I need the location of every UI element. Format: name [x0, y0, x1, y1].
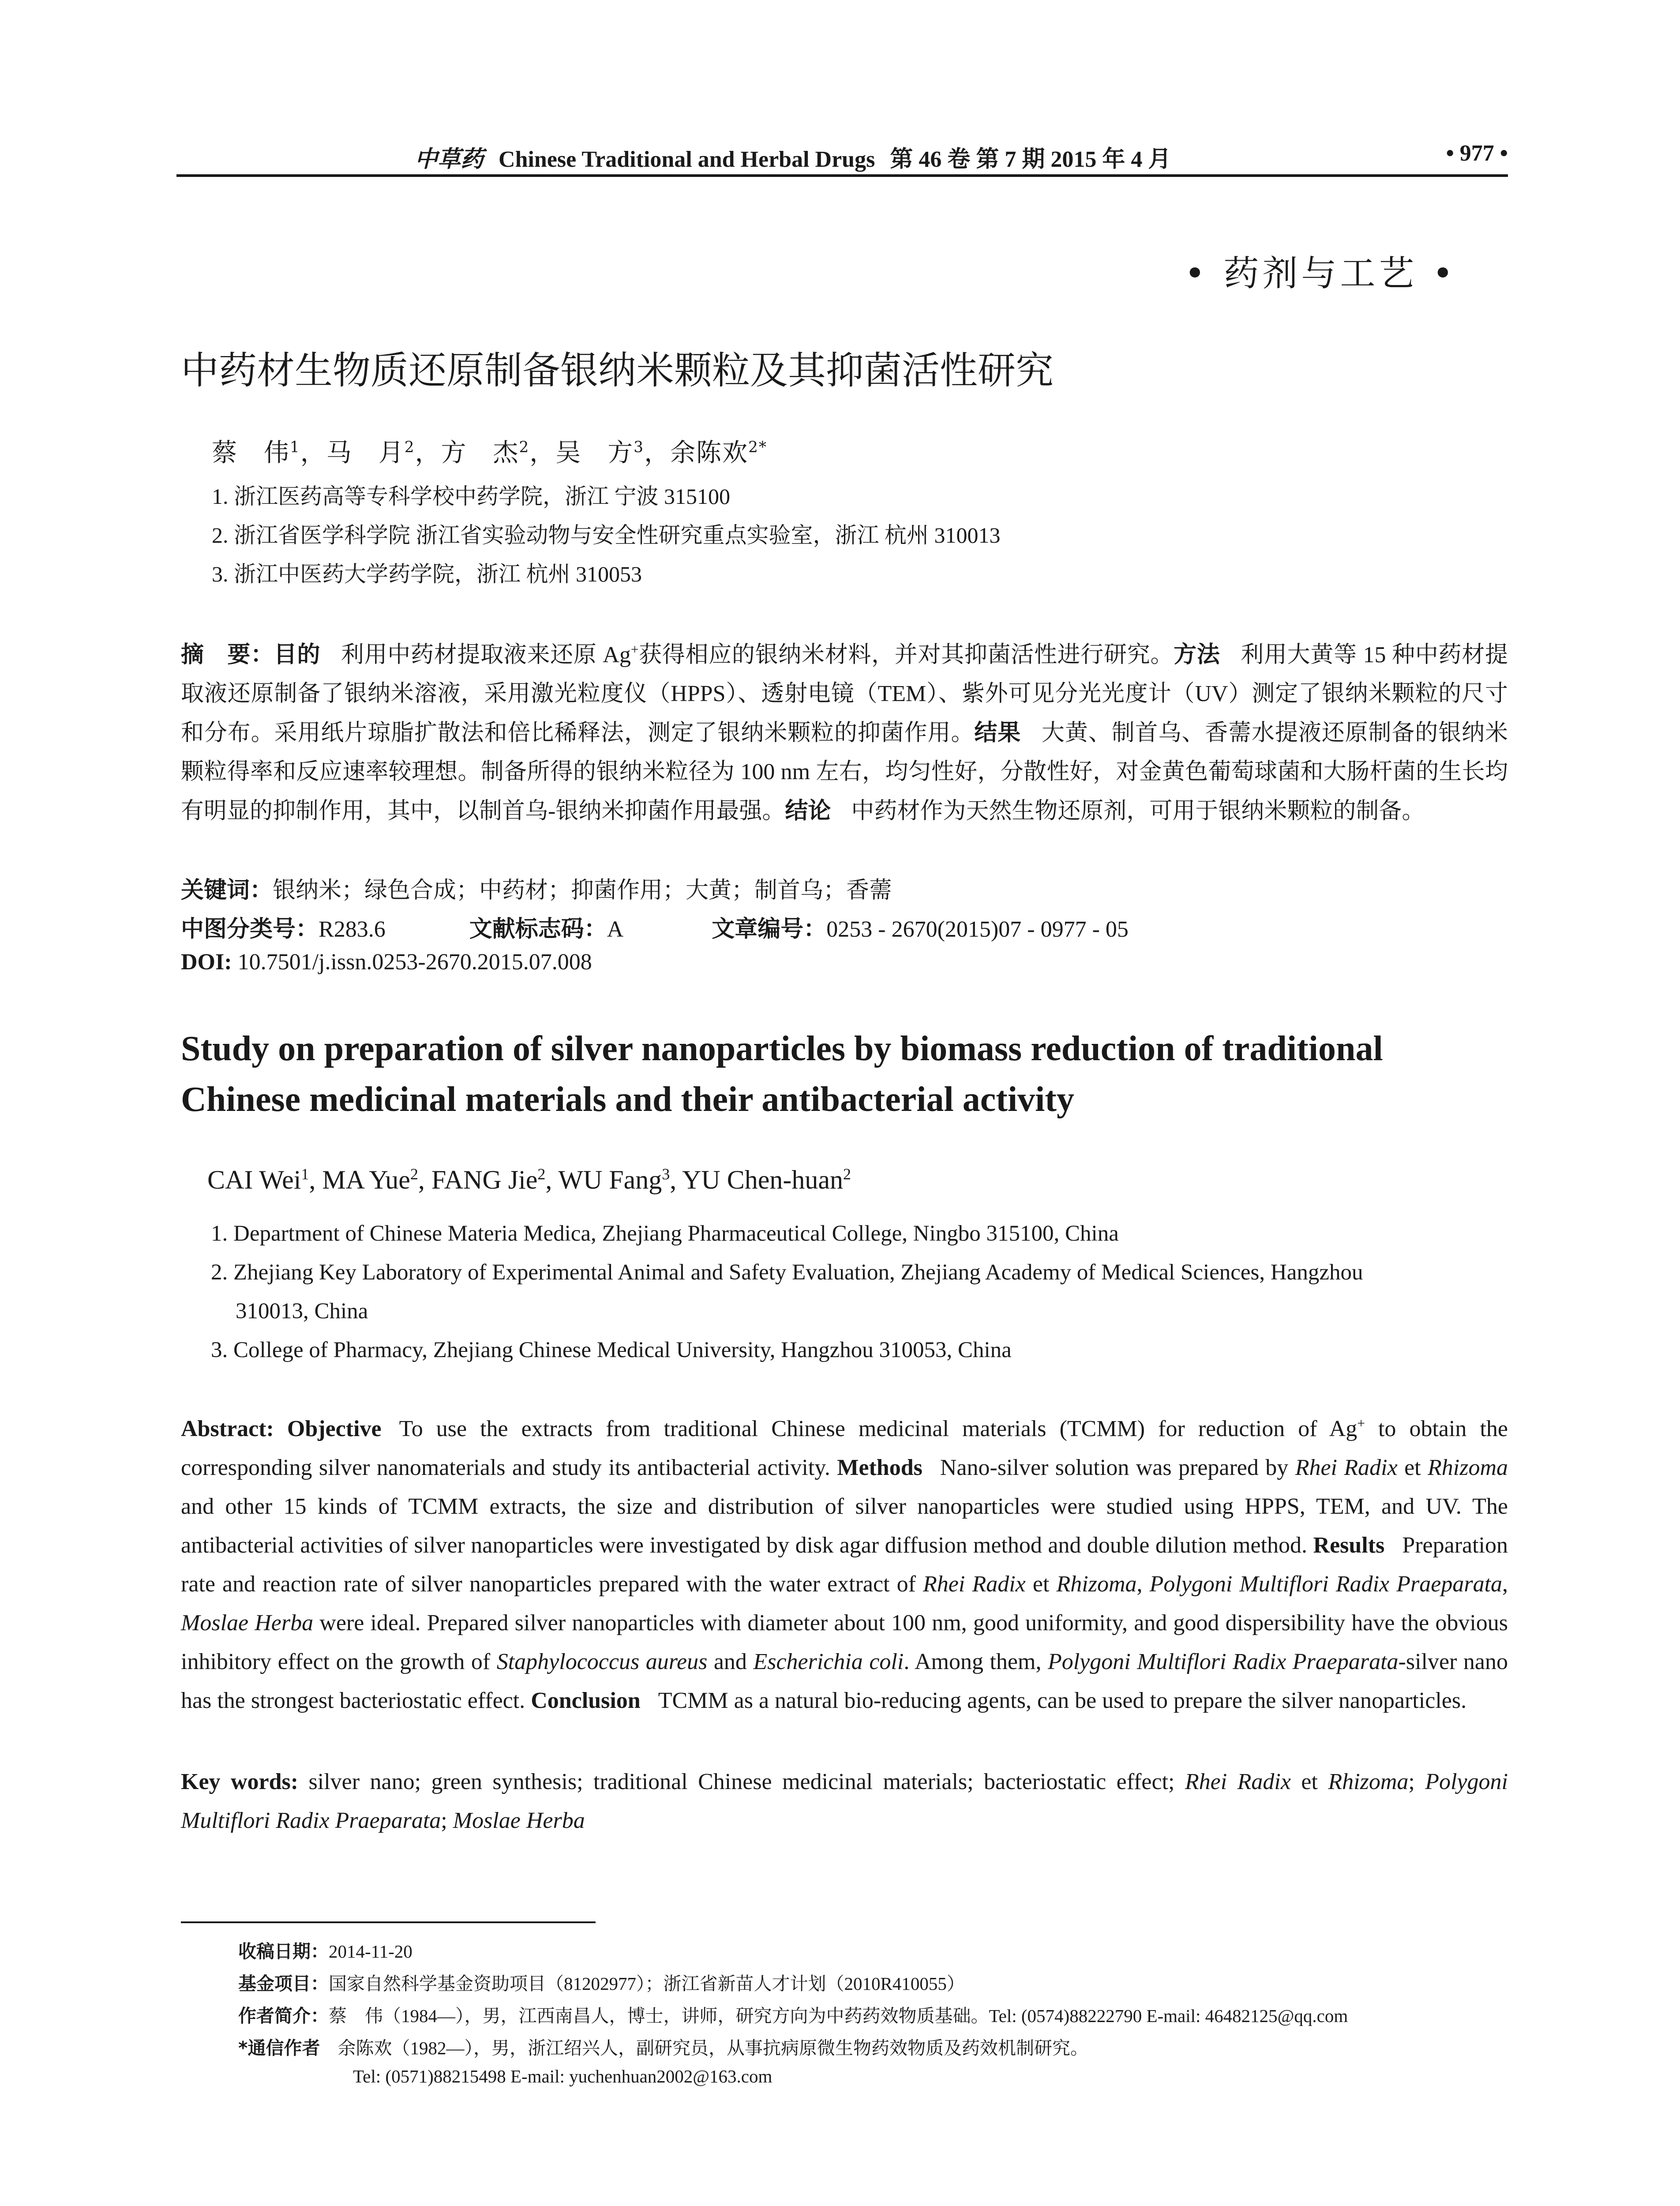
objective-label: Objective — [287, 1416, 382, 1441]
cn-affiliation-3: 3. 浙江中医药大学药学院，浙江 杭州 310053 — [212, 562, 642, 586]
author-sup: 3 — [634, 439, 645, 456]
author-sup: 2* — [748, 439, 767, 456]
author-name: 吴 方 — [555, 438, 634, 467]
author-name: MA Yue — [322, 1165, 410, 1194]
author-sup: 1 — [290, 439, 300, 456]
en-affiliation-3: 3. College of Pharmacy, Zhejiang Chinese Medical University, Hangzhou 310053, China — [211, 1338, 1012, 1362]
abstract-label: 摘 要： — [181, 642, 274, 668]
footnote-fund: 基金项目：国家自然科学基金资助项目（81202977）；浙江省新苗人才计划（2010R410055） — [238, 1973, 965, 1994]
footnote-received: 收稿日期：2014-11-20 — [238, 1941, 412, 1962]
objective-label: 目的 — [274, 642, 321, 668]
running-header — [176, 140, 1508, 176]
cn-classification: 中图分类号：R283.6 文献标志码：A 文章编号：0253 - 2670(2015)07 - 0977 - 05 — [181, 916, 1129, 942]
results-label: 结果 — [974, 720, 1021, 746]
journal-line — [415, 140, 1171, 173]
conclusion-label: Conclusion — [531, 1688, 641, 1713]
en-abstract: Abstract: Objective To use the extracts from traditional Chinese medicinal materials (TCMM) for reduction of Ag+ to obtain the corresponding silver nanomaterials and study its antibacterial activity. Methods Nano-silver solution was prepared by Rhei Radix et Rhizoma and other 15 kinds of TCMM extracts, the size and distribution of silver nanoparticles were studied using HPPS, TEM, and UV. The antibacterial activities of silver nanoparticles were investigated by disk agar diffusion method and double dilution method. Results Preparation rate and reaction rate of silver nanoparticles prepared with the water extract of Rhei Radix et Rhizoma, Polygoni Multiflori Radix Praeparata, Moslae Herba were ideal. Prepared silver nanoparticles with diameter about 100 nm, good uniformity, and good dispersibility have the obvious inhibitory effect on the growth of Staphylococcus aureus and Escherichia coli. Among them, Polygoni Multiflori Radix Praeparata-silver nano has the strongest bacteriostatic effect. Conclusion TCMM as a natural bio-reducing agents, can be used to prepare the silver nanoparticles. — [181, 1415, 1508, 1713]
footnote-corresponding: *通信作者 余陈欢（1982—），男，浙江绍兴人，副研究员，从事抗病原微生物药效物质及药效机制研究。 — [238, 2037, 1088, 2059]
author-name: FANG Jie — [431, 1165, 538, 1194]
cn-affiliation-2: 2. 浙江省医学科学院 浙江省实验动物与安全性研究重点实验室，浙江 杭州 310013 — [212, 523, 1001, 548]
journal-logo: 中草药 — [415, 146, 484, 173]
header-rule — [176, 174, 1508, 177]
methods-label: 方法 — [1174, 642, 1220, 668]
author-sup: 2 — [519, 439, 530, 456]
conclusion-label: 结论 — [785, 798, 831, 824]
en-authors: CAI Wei$^1$, MA Yue$^2$, FANG Jie$^2$, WU Fang$^3$, YU Chen-huan$^2$ — [207, 1165, 851, 1194]
author-name: WU Fang — [558, 1165, 662, 1194]
volume-info: 第 46 卷 第 7 期 2015 年 4 月 — [890, 147, 1171, 172]
footnote-author: 作者简介：蔡 伟（1984—），男，江西南昌人，博士，讲师，研究方向为中药药效物质基础。Tel: (0574)88222790 E-mail: 46482125@qq.com — [238, 2005, 1348, 2026]
en-title: Study on preparation of silver nanoparticles by biomass reduction of traditional Chinese medicinal materials and their antibacterial activity — [181, 1029, 1383, 1119]
cn-authors: 蔡 伟$^1$，马 月$^2$，方 杰$^2$，吴 方$^3$，余陈欢$^{2*}$ — [212, 438, 767, 467]
footnote-rule — [181, 1921, 596, 1923]
author-sup: 2 — [404, 439, 415, 456]
doi-line: DOI: 10.7501/j.issn.0253-2670.2015.07.008 — [181, 949, 592, 975]
author-name: YU Chen-huan — [682, 1165, 843, 1194]
results-label: Results — [1313, 1533, 1385, 1558]
cn-keywords: 关键词：银纳米；绿色合成；中药材；抑菌作用；大黄；制首乌；香薷 — [181, 877, 892, 904]
journal-name: Chinese Traditional and Herbal Drugs — [499, 147, 875, 172]
author-name: CAI Wei — [207, 1165, 301, 1194]
author-name: 方 杰 — [441, 438, 519, 467]
footnote-contact: Tel: (0571)88215498 E-mail: yuchenhuan2002@163.com — [353, 2066, 772, 2086]
methods-label: Methods — [837, 1455, 922, 1480]
page-number: • 977 • — [1446, 141, 1508, 166]
author-name: 马 月 — [326, 438, 405, 467]
doi-value: 10.7501/j.issn.0253-2670.2015.07.008 — [237, 949, 592, 975]
en-affiliation-1: 1. Department of Chinese Materia Medica, Zhejiang Pharmaceutical College, Ningbo 315100, China — [211, 1221, 1119, 1246]
author-name: 蔡 伟 — [212, 438, 290, 467]
author-name: 余陈欢 — [670, 438, 749, 467]
en-keywords: Key words: silver nano; green synthesis; traditional Chinese medicinal materials; bacteriostatic effect; Rhei Radix et Rhizoma; Polygoni Multiflori Radix Praeparata; Moslae Herba — [181, 1769, 1508, 1833]
en-affiliation-2: 2. Zhejiang Key Laboratory of Experimental Animal and Safety Evaluation, Zhejiang Academy of Medical Sciences, Hangzhou 310013, China — [211, 1260, 1363, 1324]
section-label: • 药剂与工艺 • — [1184, 253, 1457, 294]
cn-affiliation-1: 1. 浙江医药高等专科学校中药学院，浙江 宁波 315100 — [212, 484, 730, 509]
cn-title: 中药材生物质还原制备银纳米颗粒及其抑菌活性研究 — [181, 349, 1054, 393]
cn-abstract: 摘 要：目的 利用中药材提取液来还原 Ag+获得相应的银纳米材料，并对其抑菌活性进行研究。方法 利用大黄等 15 种中药材提取液还原制备了银纳米溶液，采用激光粒度仪（HPPS）、透射电镜（TEM）、紫外可见分光光度计（UV）测定了银纳米颗粒的尺寸和分布。采用纸片琼脂扩散法和倍比稀释法，测定了银纳米颗粒的抑菌作用。结果 大黄、制首乌、香薷水提液还原制备的银纳米颗粒得率和反应速率较理想。制备所得的银纳米粒径为 100 nm 左右，均匀性好，分散性好，对金黄色葡萄球菌和大肠杆菌的生长均有明显的抑制作用，其中，以制首乌-银纳米抑菌作用最强。结论 中药材作为天然生物还原剂，可用于银纳米颗粒的制备。 — [181, 642, 1508, 824]
